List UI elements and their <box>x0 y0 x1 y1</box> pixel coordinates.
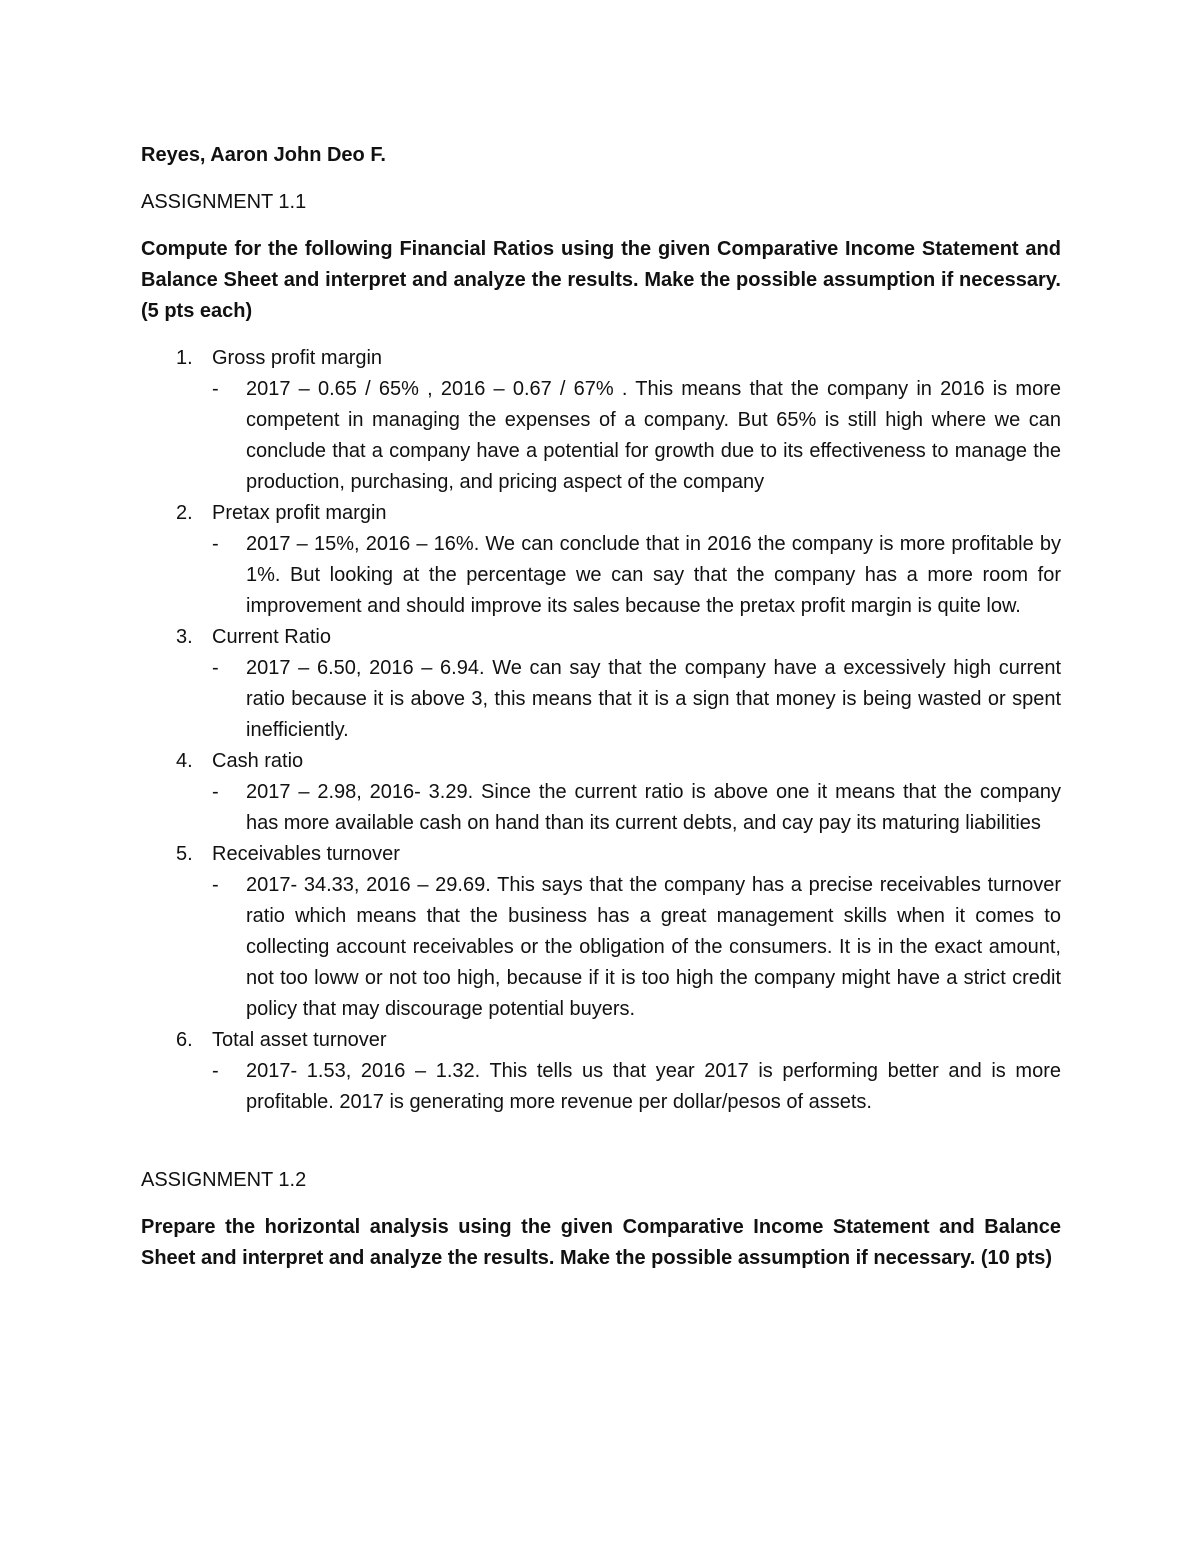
list-item-title: Cash ratio <box>212 750 304 772</box>
list-item-description <box>212 653 1061 746</box>
list-item <box>141 746 1061 839</box>
list-item <box>141 622 1061 746</box>
list-item-text: 2017 – 2.98, 2016- 3.29. Since the current ratio is above one it means that the company has more available cash on hand than its current debts, and cay pay its maturing liabilities <box>246 781 1061 834</box>
list-item-number: 2. <box>176 502 193 524</box>
list-item-description <box>212 870 1061 1025</box>
ratio-list <box>141 343 1061 1118</box>
list-item-text: 2017 – 0.65 / 65% , 2016 – 0.67 / 67% . This means that the company in 2016 is more competent in managing the expenses of a company. But 65% is still high where we can conclude that a company have a potential for growth due to its effectiveness to manage the production, purchasing, and pricing aspect of the company <box>246 378 1061 493</box>
list-item <box>141 1025 1061 1118</box>
list-item <box>141 343 1061 498</box>
list-item-text: 2017 – 6.50, 2016 – 6.94. We can say that the company have a excessively high current ratio because it is above 3, this means that it is a sign that money is being wasted or spent inefficiently. <box>246 657 1061 741</box>
list-item-text: 2017- 34.33, 2016 – 29.69. This says that the company has a precise receivables turnover ratio which means that the business has a great management skills when it comes to collecting account receivables or the obligation of the consumers. It is in the exact amount, not too loww or not too high, because if it is too high the company might have a strict credit policy that may discourage potential buyers. <box>246 874 1061 1020</box>
author-name: Reyes, Aaron John Deo F. <box>141 144 386 166</box>
assignment-1-1-instructions: Compute for the following Financial Ratios using the given Comparative Income Statement and Balance Sheet and interpret and analyze the results. Make the possible assumption if necessary. (5 pts each) <box>141 238 1061 322</box>
list-item-text: 2017- 1.53, 2016 – 1.32. This tells us that year 2017 is performing better and is more profitable. 2017 is generating more revenue per dollar/pesos of assets. <box>246 1060 1061 1113</box>
dash-bullet: - <box>212 874 219 896</box>
document-content <box>141 140 1061 1290</box>
list-item-description <box>212 374 1061 498</box>
dash-bullet: - <box>212 533 219 555</box>
list-item <box>141 839 1061 1025</box>
dash-bullet: - <box>212 1060 219 1082</box>
list-item-description <box>212 1056 1061 1118</box>
assignment-1-2-instructions: Prepare the horizontal analysis using the given Comparative Income Statement and Balance Sheet and interpret and analyze the results. Make the possible assumption if necessary. (10 pts) <box>141 1216 1061 1269</box>
list-item-number: 5. <box>176 843 193 865</box>
list-item-title: Receivables turnover <box>212 843 400 865</box>
list-item-title: Current Ratio <box>212 626 331 648</box>
list-item-number: 6. <box>176 1029 193 1051</box>
list-item-text: 2017 – 15%, 2016 – 16%. We can conclude that in 2016 the company is more profitable by 1%. But looking at the percentage we can say that the company has a more room for improvement and should improve its sales because the pretax profit margin is quite low. <box>246 533 1061 617</box>
list-item-number: 4. <box>176 750 193 772</box>
assignment-1-1-heading: ASSIGNMENT 1.1 <box>141 191 307 213</box>
section-spacer <box>141 1118 1061 1165</box>
list-item <box>141 498 1061 622</box>
list-item-number: 1. <box>176 347 193 369</box>
list-item-title: Pretax profit margin <box>212 502 387 524</box>
dash-bullet: - <box>212 781 219 803</box>
assignment-1-2-heading: ASSIGNMENT 1.2 <box>141 1169 307 1191</box>
dash-bullet: - <box>212 657 219 679</box>
list-item-title: Gross profit margin <box>212 347 383 369</box>
list-item-number: 3. <box>176 626 193 648</box>
list-item-description <box>212 529 1061 622</box>
list-item-title: Total asset turnover <box>212 1029 387 1051</box>
dash-bullet: - <box>212 378 219 400</box>
list-item-description <box>212 777 1061 839</box>
